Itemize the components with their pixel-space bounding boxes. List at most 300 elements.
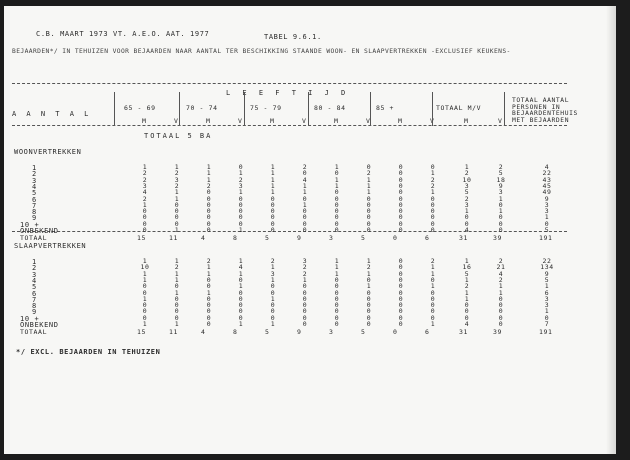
- table-cell: 1: [174, 194, 180, 203]
- table-cell: 0: [174, 301, 180, 310]
- table-cell: 0: [334, 213, 340, 222]
- total-value: 5: [361, 328, 366, 336]
- table-number: TABEL 9.6.1.: [264, 33, 322, 41]
- table-cell: 1: [464, 275, 470, 284]
- table-cell: 0: [302, 169, 308, 178]
- table-cell: 1: [174, 288, 180, 297]
- mv-label-1: V: [174, 117, 179, 125]
- total-value: 191: [539, 234, 553, 242]
- row-label: 8: [32, 208, 37, 217]
- table-cell: 0: [366, 275, 372, 284]
- table-cell: 0: [334, 307, 340, 316]
- row-label: 5: [32, 283, 37, 292]
- table-cell: 1: [174, 320, 180, 328]
- table-cell: 0: [206, 320, 212, 328]
- table-cell: 4: [498, 269, 504, 278]
- table-cell: 3: [464, 181, 470, 190]
- table-cell: 0: [238, 207, 244, 216]
- table-cell: 1: [498, 207, 504, 216]
- table-cell: 1: [174, 275, 180, 284]
- table-cell: 4: [464, 320, 470, 328]
- table-cell: 0: [302, 213, 308, 222]
- rule-top: [12, 83, 567, 84]
- table-cell: 1: [142, 269, 148, 278]
- table-cell: 4: [142, 188, 148, 197]
- table-cell: 2: [366, 263, 372, 272]
- row-label: 7: [32, 295, 37, 304]
- table-cell: 2: [142, 175, 148, 184]
- table-cell: 0: [430, 226, 436, 234]
- table-cell: 0: [398, 219, 404, 228]
- table-cell: 0: [238, 301, 244, 310]
- table-cell: 0: [302, 294, 308, 303]
- table-cell: 2: [464, 169, 470, 178]
- table-cell: 2: [464, 194, 470, 203]
- table-cell: 0: [174, 219, 180, 228]
- table-cell: 2: [498, 275, 504, 284]
- table-cell: 3: [544, 207, 550, 216]
- table-cell: 1: [206, 175, 212, 184]
- table-cell: 0: [174, 307, 180, 316]
- table-cell: 0: [366, 207, 372, 216]
- rule-header-bottom: [12, 125, 567, 126]
- table-cell: 0: [206, 213, 212, 222]
- total-value: 31: [459, 328, 469, 336]
- table-cell: 1: [302, 200, 308, 209]
- table-cell: 2: [142, 169, 148, 178]
- table-cell: 0: [142, 207, 148, 216]
- table-cell: 1: [270, 163, 276, 171]
- table-cell: 1: [142, 257, 148, 265]
- table-cell: 0: [334, 288, 340, 297]
- total-value: 9: [297, 328, 302, 336]
- table-cell: 3: [544, 301, 550, 310]
- table-cell: 2: [174, 181, 180, 190]
- table-cell: 0: [334, 169, 340, 178]
- table-cell: 0: [302, 207, 308, 216]
- table-cell: 9: [544, 194, 550, 203]
- row-label: 3: [32, 176, 37, 185]
- table-cell: 1: [270, 175, 276, 184]
- table-cell: 1: [206, 169, 212, 178]
- table-cell: 1: [174, 226, 180, 234]
- table-cell: 0: [238, 288, 244, 297]
- mv-label-8: M: [398, 117, 403, 125]
- table-cell: 1: [238, 169, 244, 178]
- table-cell: 0: [206, 200, 212, 209]
- table-cell: 0: [334, 188, 340, 197]
- table-cell: 0: [464, 307, 470, 316]
- section-title: SLAAPVERTREKKEN: [14, 242, 87, 250]
- header-line-1: C.B. MAART 1973 VT. A.E.O. AAT. 1977: [36, 30, 210, 38]
- table-cell: 0: [366, 194, 372, 203]
- table-cell: 2: [498, 163, 504, 171]
- table-cell: 0: [142, 219, 148, 228]
- table-cell: 0: [206, 301, 212, 310]
- table-cell: 0: [206, 188, 212, 197]
- divider-6: [504, 92, 505, 126]
- table-cell: 1: [334, 263, 340, 272]
- table-cell: 0: [270, 207, 276, 216]
- total-value: 11: [169, 234, 179, 242]
- table-cell: 1: [270, 188, 276, 197]
- rule-section-1: [12, 231, 567, 232]
- mv-label-0: M: [142, 117, 147, 125]
- mv-label-7: V: [366, 117, 371, 125]
- table-cell: 0: [398, 288, 404, 297]
- table-cell: 0: [464, 301, 470, 310]
- total-value: 4: [201, 328, 206, 336]
- table-cell: 0: [366, 219, 372, 228]
- total-col-line-4: MET BEJAARDEN: [512, 116, 570, 124]
- table-cell: 3: [544, 294, 550, 303]
- table-cell: 4: [464, 226, 470, 234]
- table-cell: 0: [398, 207, 404, 216]
- table-cell: 1: [430, 169, 436, 178]
- table-cell: 1: [366, 282, 372, 291]
- table-cell: 0: [334, 282, 340, 291]
- table-cell: 0: [398, 181, 404, 190]
- table-cell: 0: [398, 188, 404, 197]
- table-cell: 0: [206, 282, 212, 291]
- table-cell: 1: [430, 269, 436, 278]
- table-cell: 0: [238, 313, 244, 322]
- table-cell: 0: [238, 307, 244, 316]
- table-cell: 3: [270, 269, 276, 278]
- row-label: 9: [32, 214, 37, 223]
- table-cell: 0: [464, 213, 470, 222]
- table-cell: 1: [430, 188, 436, 197]
- table-cell: 1: [544, 213, 550, 222]
- total-value: 0: [393, 328, 398, 336]
- table-cell: 0: [398, 200, 404, 209]
- table-cell: 0: [238, 200, 244, 209]
- table-cell: 2: [174, 263, 180, 272]
- table-cell: 10: [462, 175, 472, 184]
- table-cell: 1: [270, 294, 276, 303]
- table-cell: 22: [542, 257, 552, 265]
- table-cell: 0: [302, 194, 308, 203]
- table-cell: 0: [174, 282, 180, 291]
- table-cell: 0: [366, 226, 372, 234]
- table-cell: 0: [430, 207, 436, 216]
- age-group-4: 85 +: [376, 104, 395, 112]
- section-title: WOONVERTREKKEN: [14, 148, 82, 156]
- table-cell: 1: [142, 275, 148, 284]
- table-cell: 0: [498, 313, 504, 322]
- table-cell: 0: [302, 219, 308, 228]
- table-cell: 2: [142, 194, 148, 203]
- table-cell: 1: [498, 282, 504, 291]
- table-cell: 0: [206, 194, 212, 203]
- table-cell: 1: [302, 188, 308, 197]
- mv-label-4: M: [270, 117, 275, 125]
- table-cell: 0: [206, 294, 212, 303]
- table-cell: 0: [206, 307, 212, 316]
- table-cell: 2: [206, 181, 212, 190]
- total-col-line-1: TOTAAL AANTAL: [512, 97, 570, 104]
- total-value: 8: [233, 328, 238, 336]
- table-cell: 1: [430, 282, 436, 291]
- table-cell: 0: [398, 194, 404, 203]
- table-cell: 0: [398, 301, 404, 310]
- table-cell: 1: [498, 194, 504, 203]
- age-group-5: TOTAAL M/V: [436, 104, 482, 112]
- table-cell: 0: [498, 301, 504, 310]
- table-cell: 0: [430, 200, 436, 209]
- table-cell: 3: [498, 188, 504, 197]
- table-cell: 5: [464, 269, 470, 278]
- table-cell: 1: [366, 175, 372, 184]
- table-cell: 0: [398, 163, 404, 171]
- table-cell: 1: [464, 207, 470, 216]
- table-cell: 9: [544, 269, 550, 278]
- table-cell: 49: [542, 188, 552, 197]
- table-cell: 0: [270, 301, 276, 310]
- table-cell: 1: [270, 320, 276, 328]
- table-cell: 2: [302, 163, 308, 171]
- row-label: 2: [32, 264, 37, 273]
- table-cell: 0: [498, 307, 504, 316]
- table-cell: 1: [334, 175, 340, 184]
- table-cell: 0: [238, 213, 244, 222]
- table-cell: 0: [430, 288, 436, 297]
- table-cell: 0: [430, 294, 436, 303]
- table-cell: 0: [334, 320, 340, 328]
- table-cell: 0: [398, 226, 404, 234]
- table-cell: 0: [430, 275, 436, 284]
- row-label: 2: [32, 170, 37, 179]
- table-cell: 0: [430, 163, 436, 171]
- total-value: 5: [265, 328, 270, 336]
- table-cell: 0: [464, 219, 470, 228]
- table-cell: 0: [334, 219, 340, 228]
- table-cell: 0: [366, 320, 372, 328]
- row-label: 1: [32, 258, 37, 266]
- row-label: 5: [32, 189, 37, 198]
- table-cell: 0: [206, 275, 212, 284]
- row-label: 6: [32, 195, 37, 204]
- page-edge-shadow: [606, 6, 616, 454]
- table-cell: 2: [430, 181, 436, 190]
- table-cell: 0: [334, 313, 340, 322]
- table-cell: 5: [544, 275, 550, 284]
- table-cell: 0: [206, 207, 212, 216]
- table-cell: 22: [542, 169, 552, 178]
- table-cell: 0: [302, 288, 308, 297]
- table-cell: 0: [366, 288, 372, 297]
- table-cell: 1: [302, 275, 308, 284]
- row-label: ONBEKEND: [20, 227, 59, 235]
- table-cell: 4: [302, 175, 308, 184]
- table-cell: 1: [366, 181, 372, 190]
- table-cell: 1: [206, 163, 212, 171]
- table-title: BEJAARDEN*/ IN TEHUIZEN VOOR BEJAARDEN NAAR AANTAL TER BESCHIKKING STAANDE WOON- EN SLAAPVERTREKKEN -EXCLUSIEF KEUKENS-: [12, 48, 511, 55]
- table-cell: 134: [540, 263, 554, 272]
- table-cell: 3: [238, 181, 244, 190]
- table-cell: 0: [366, 163, 372, 171]
- table-cell: 3: [302, 257, 308, 265]
- table-cell: 0: [206, 226, 212, 234]
- table-cell: 3: [464, 200, 470, 209]
- table-cell: 1: [238, 226, 244, 234]
- table-cell: 0: [238, 275, 244, 284]
- table-cell: 1: [238, 282, 244, 291]
- table-cell: 0: [206, 219, 212, 228]
- table-cell: 0: [270, 213, 276, 222]
- row-label: 6: [32, 289, 37, 298]
- divider-5: [432, 92, 433, 126]
- table-cell: 0: [398, 175, 404, 184]
- table-cell: 0: [334, 200, 340, 209]
- table-cell: 0: [498, 320, 504, 328]
- table-cell: 0: [302, 313, 308, 322]
- table-cell: 0: [142, 226, 148, 234]
- divider-3: [308, 92, 309, 126]
- table-cell: 0: [498, 213, 504, 222]
- table-cell: 2: [206, 257, 212, 265]
- table-cell: 0: [366, 200, 372, 209]
- table-cell: 1: [302, 181, 308, 190]
- table-cell: 0: [366, 294, 372, 303]
- table-cell: 0: [142, 307, 148, 316]
- mv-label-6: M: [334, 117, 339, 125]
- mv-label-10: M: [464, 117, 469, 125]
- leeftijd-label: L E E F T I J D: [226, 89, 350, 97]
- table-cell: 4: [544, 163, 550, 171]
- table-cell: 1: [206, 269, 212, 278]
- table-cell: 0: [238, 219, 244, 228]
- table-cell: 0: [270, 307, 276, 316]
- table-cell: 1: [270, 275, 276, 284]
- table-cell: 2: [464, 282, 470, 291]
- table-cell: 0: [334, 207, 340, 216]
- table-cell: 2: [366, 169, 372, 178]
- table-cell: 0: [334, 301, 340, 310]
- table-cell: 0: [398, 269, 404, 278]
- total-value: 11: [169, 328, 179, 336]
- table-cell: 0: [366, 301, 372, 310]
- divider-1: [179, 92, 180, 126]
- table-cell: 1: [464, 257, 470, 265]
- table-cell: 1: [430, 263, 436, 272]
- row-label: 1: [32, 164, 37, 172]
- table-cell: 1: [464, 163, 470, 171]
- table-cell: 0: [430, 307, 436, 316]
- total-value: 0: [393, 234, 398, 242]
- total-value: 4: [201, 234, 206, 242]
- table-cell: 0: [174, 213, 180, 222]
- table-cell: 0: [302, 301, 308, 310]
- table-cell: 0: [464, 313, 470, 322]
- divider-4: [370, 92, 371, 126]
- table-cell: 1: [270, 181, 276, 190]
- mv-label-9: V: [430, 117, 435, 125]
- total-col-line-3: BEJAARDENTEHUIS: [512, 110, 578, 117]
- table-cell: 0: [142, 282, 148, 291]
- table-cell: 0: [398, 169, 404, 178]
- table-cell: 0: [398, 294, 404, 303]
- table-cell: 0: [238, 294, 244, 303]
- table-cell: 1: [430, 320, 436, 328]
- table-cell: 0: [366, 313, 372, 322]
- table-cell: 16: [462, 263, 472, 272]
- table-cell: 45: [542, 181, 552, 190]
- table-cell: 0: [430, 213, 436, 222]
- table-cell: 0: [270, 219, 276, 228]
- table-cell: 2: [430, 257, 436, 265]
- table-cell: 3: [544, 200, 550, 209]
- table-cell: 0: [498, 226, 504, 234]
- table-cell: 0: [270, 226, 276, 234]
- table-cell: 0: [398, 275, 404, 284]
- table-cell: 0: [334, 275, 340, 284]
- total-value: 6: [425, 234, 430, 242]
- total-value: 31: [459, 234, 469, 242]
- table-cell: 2: [238, 175, 244, 184]
- table-cell: 1: [544, 307, 550, 316]
- age-group-3: 80 - 84: [314, 104, 346, 112]
- table-cell: 0: [270, 313, 276, 322]
- table-cell: 1: [544, 282, 550, 291]
- total-value: 15: [137, 234, 147, 242]
- row-label: 9: [32, 308, 37, 317]
- table-cell: 2: [498, 257, 504, 265]
- table-cell: 0: [142, 213, 148, 222]
- row-label: 4: [32, 182, 37, 191]
- table-cell: 0: [142, 288, 148, 297]
- table-cell: 0: [238, 163, 244, 171]
- table-cell: 2: [270, 257, 276, 265]
- table-cell: 1: [238, 188, 244, 197]
- table-cell: 0: [302, 226, 308, 234]
- table-cell: 0: [366, 213, 372, 222]
- table-cell: 0: [270, 200, 276, 209]
- row-label: 4: [32, 276, 37, 285]
- table-cell: 1: [142, 163, 148, 171]
- table-cell: 0: [270, 282, 276, 291]
- divider-0: [114, 92, 115, 126]
- total-value: 5: [265, 234, 270, 242]
- total-value: 191: [539, 328, 553, 336]
- table-cell: 0: [544, 219, 550, 228]
- table-cell: 0: [544, 313, 550, 322]
- total-value: 8: [233, 234, 238, 242]
- table-cell: 5: [544, 226, 550, 234]
- table-cell: 2: [302, 263, 308, 272]
- mv-label-5: V: [302, 117, 307, 125]
- total-value: 3: [329, 328, 334, 336]
- table-cell: 0: [498, 219, 504, 228]
- age-group-0: 65 - 69: [124, 104, 156, 112]
- table-cell: 0: [142, 313, 148, 322]
- table-cell: 0: [398, 307, 404, 316]
- total-value: 15: [137, 328, 147, 336]
- table-cell: 0: [174, 294, 180, 303]
- table-cell: 0: [334, 194, 340, 203]
- table-cell: 0: [334, 226, 340, 234]
- table-cell: 1: [464, 288, 470, 297]
- totals-label: TOTAAL: [20, 328, 48, 336]
- table-cell: 1: [142, 294, 148, 303]
- table-cell: 0: [498, 294, 504, 303]
- table-cell: 4: [238, 263, 244, 272]
- table-cell: 1: [174, 269, 180, 278]
- table-cell: 10: [140, 263, 150, 272]
- table-cell: 1: [334, 269, 340, 278]
- table-cell: 18: [496, 175, 506, 184]
- table-cell: 1: [206, 263, 212, 272]
